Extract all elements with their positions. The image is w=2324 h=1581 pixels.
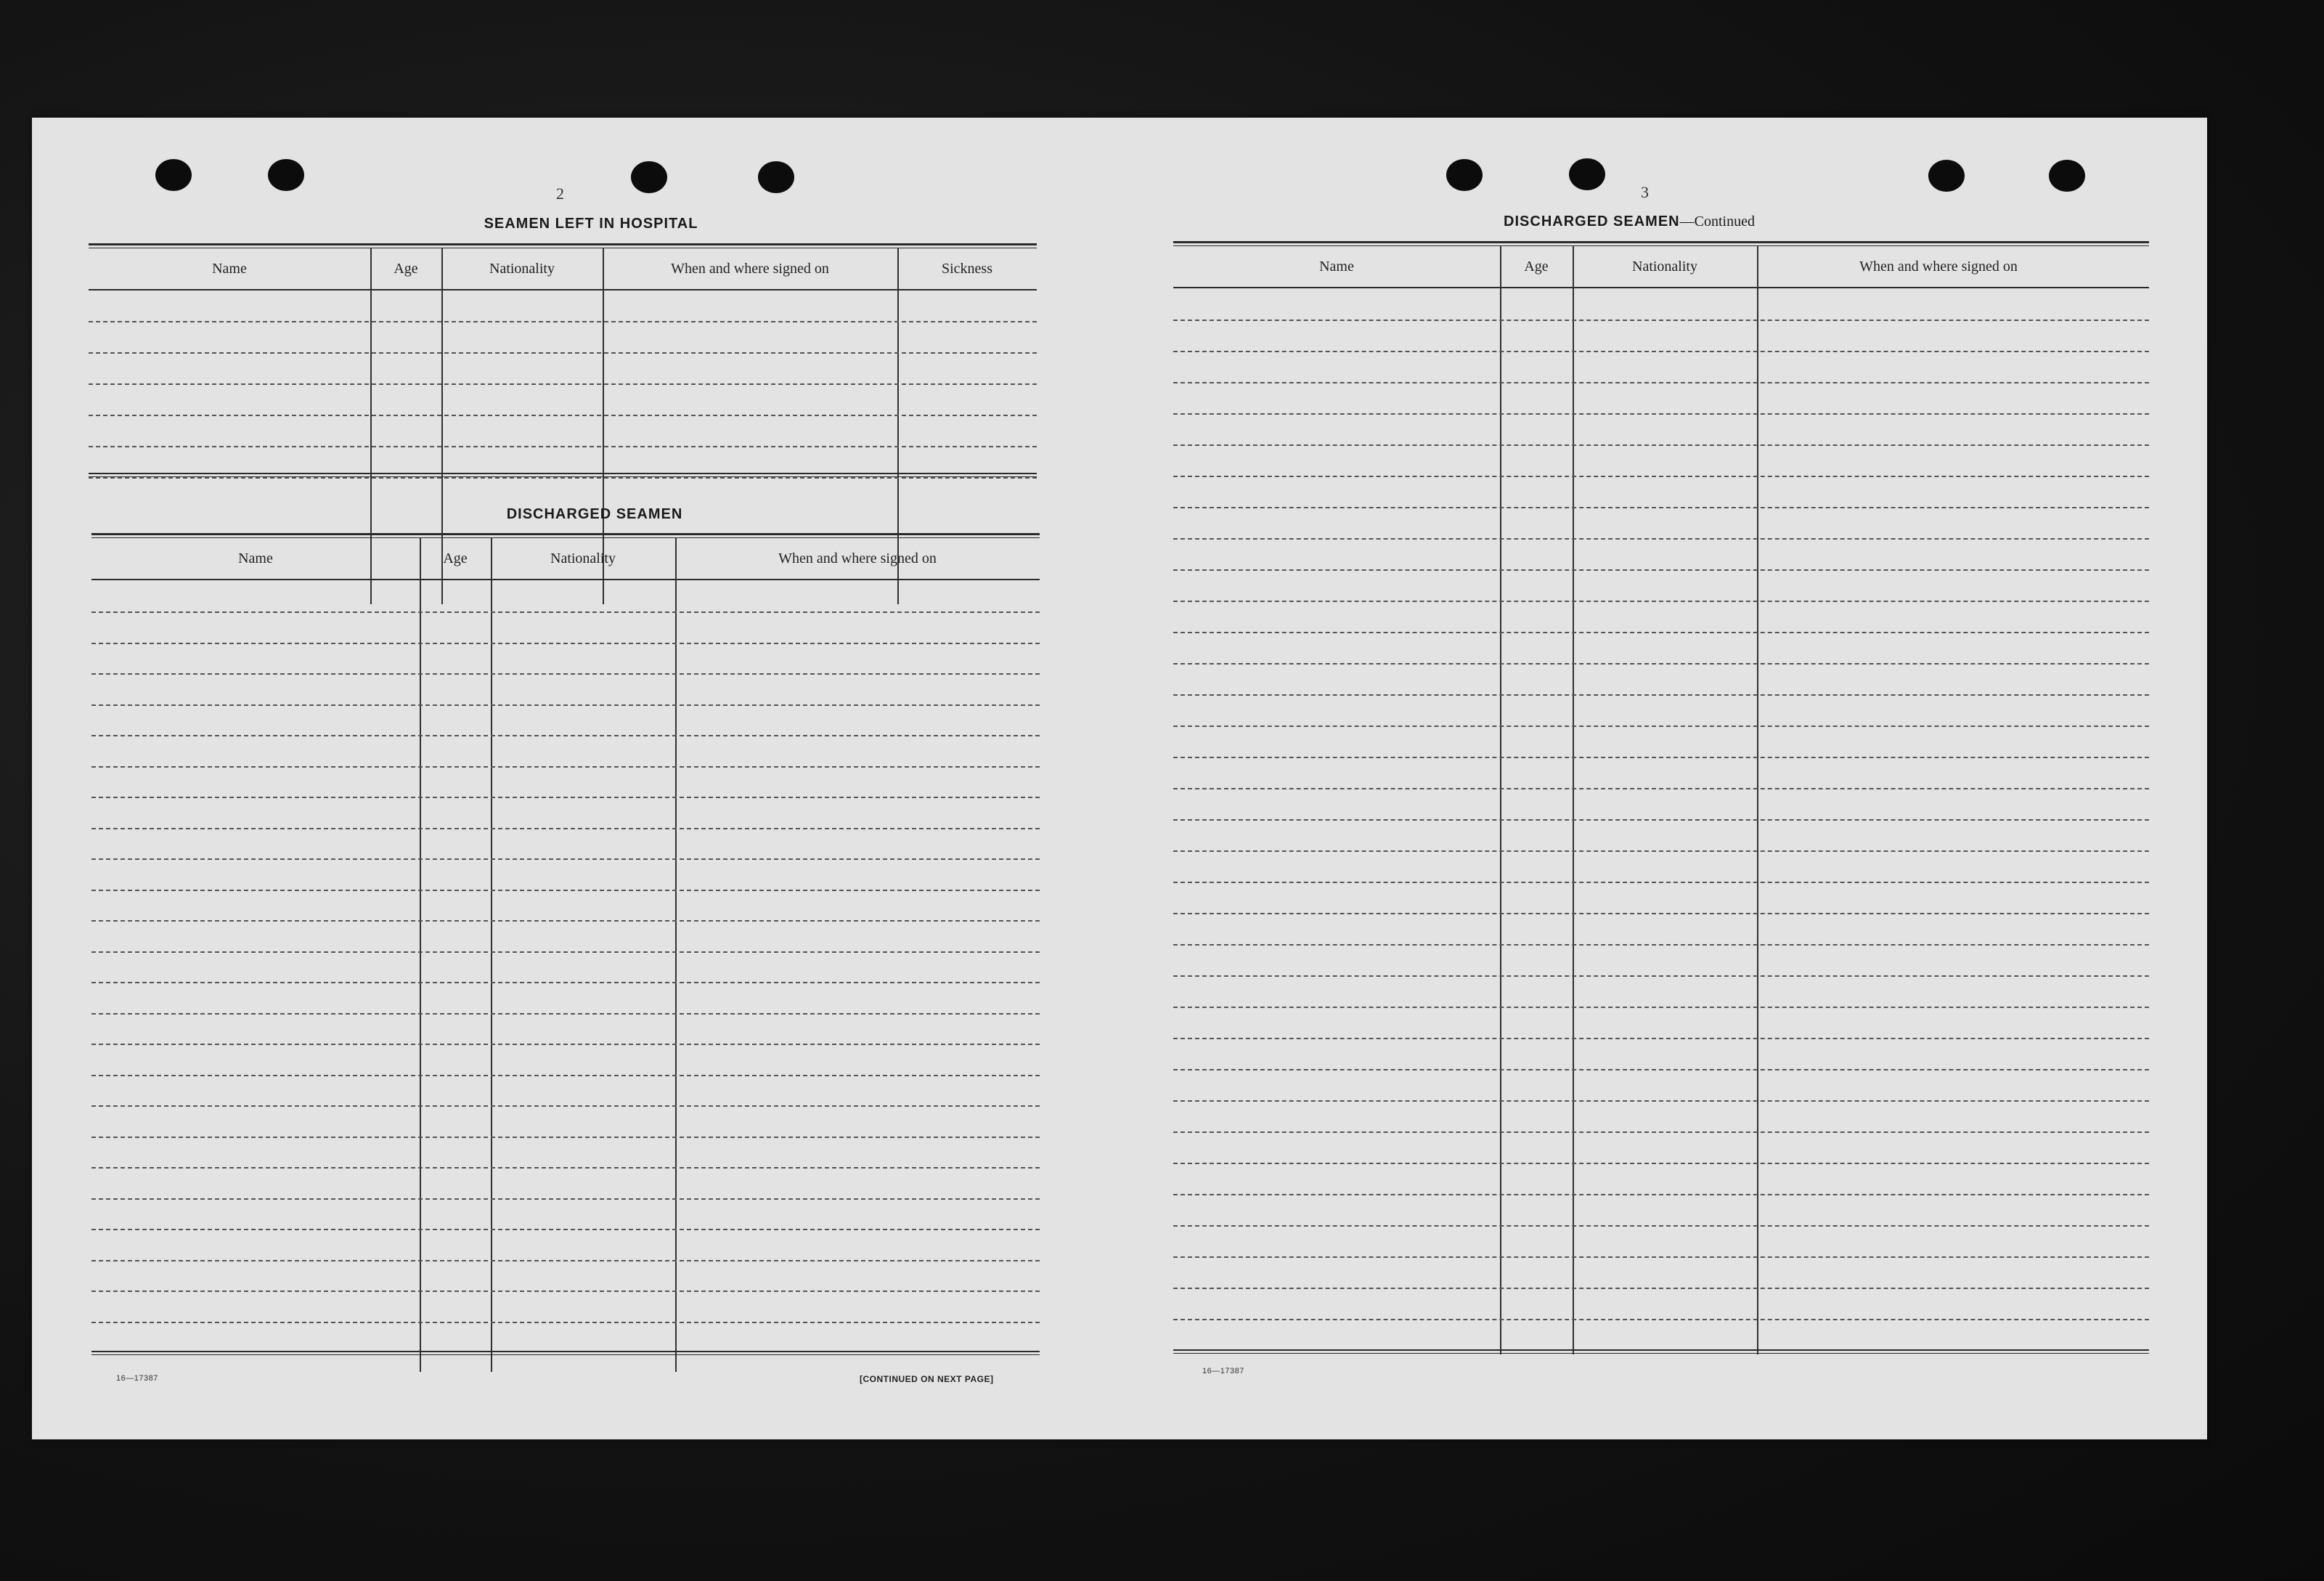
table-row	[1173, 663, 2149, 664]
table-row	[91, 1291, 1040, 1292]
table-row	[1173, 382, 2149, 383]
table-row	[91, 858, 1040, 860]
table-row	[91, 797, 1040, 798]
column-header-age: Age	[1524, 259, 1549, 275]
table-top-rule	[89, 243, 1037, 245]
table-top-rule	[1173, 241, 2149, 243]
table-header	[1173, 246, 2149, 288]
table-row	[1173, 726, 2149, 727]
table-bottom-rule	[1173, 1349, 2149, 1351]
table-row	[1173, 1069, 2149, 1070]
table-row	[91, 735, 1040, 736]
table-row	[89, 321, 1037, 322]
table-top-rule	[91, 533, 1040, 535]
table-row	[91, 920, 1040, 922]
table-bottom-rule	[89, 476, 1037, 477]
column-divider	[420, 538, 421, 1372]
continued-suffix: —Continued	[1679, 214, 1755, 229]
column-divider	[675, 538, 677, 1372]
table-row	[91, 1013, 1040, 1015]
column-header-signed-on: When and where signed on	[1859, 259, 2018, 275]
column-header-signed-on: When and where signed on	[671, 261, 829, 277]
column-header-sickness: Sickness	[942, 261, 992, 277]
table-row	[1173, 1194, 2149, 1195]
column-header-age: Age	[443, 550, 468, 566]
table-row	[91, 1105, 1040, 1107]
table-row	[1173, 1007, 2149, 1008]
table-row	[1173, 632, 2149, 633]
table-row	[1173, 1038, 2149, 1039]
table-row	[91, 1322, 1040, 1323]
table-row	[91, 1167, 1040, 1169]
column-header-nationality: Nationality	[1632, 259, 1697, 275]
table-row	[1173, 1163, 2149, 1164]
table-row	[89, 415, 1037, 416]
discharged-continued-title	[1411, 214, 1847, 230]
table-row	[1173, 1100, 2149, 1102]
table-header	[89, 248, 1037, 290]
table-row	[1173, 1225, 2149, 1227]
column-header-name: Name	[1319, 259, 1354, 275]
column-header-name: Name	[212, 261, 247, 277]
table-row	[1173, 538, 2149, 540]
table-bottom-rule	[89, 473, 1037, 474]
table-row	[89, 383, 1037, 385]
table-row	[1173, 351, 2149, 352]
form-code-right: 16—17387	[1202, 1367, 1244, 1375]
table-row	[1173, 476, 2149, 477]
punch-hole	[631, 161, 667, 193]
table-bottom-rule	[1173, 1353, 2149, 1354]
form-code-left: 16—17387	[116, 1374, 158, 1383]
table-row	[1173, 413, 2149, 415]
discharged-title-text: DISCHARGED SEAMEN	[1504, 214, 1680, 229]
table-row	[91, 1229, 1040, 1230]
column-divider	[491, 538, 492, 1372]
table-row	[1173, 601, 2149, 602]
punch-hole	[1928, 160, 1965, 192]
table-row	[1173, 444, 2149, 446]
form-sheet	[32, 118, 2207, 1439]
table-row	[91, 643, 1040, 644]
punch-hole	[758, 161, 794, 193]
table-row	[89, 446, 1037, 447]
table-row	[91, 611, 1040, 613]
table-bottom-rule	[91, 1354, 1040, 1355]
column-divider	[1573, 246, 1574, 1354]
column-divider	[1757, 246, 1758, 1354]
table-row	[91, 673, 1040, 675]
table-header	[91, 538, 1040, 580]
table-row	[91, 766, 1040, 768]
table-row	[1173, 975, 2149, 977]
column-header-signed-on: When and where signed on	[778, 550, 937, 566]
table-bottom-rule	[91, 1351, 1040, 1352]
table-row	[91, 890, 1040, 891]
page-number-left: 2	[556, 184, 564, 203]
table-row	[91, 1137, 1040, 1138]
table-row	[89, 477, 1037, 479]
table-row	[91, 704, 1040, 706]
continued-note: [CONTINUED ON NEXT PAGE]	[860, 1374, 994, 1384]
table-row	[91, 1198, 1040, 1200]
hospital-table-title: SEAMEN LEFT IN HOSPITAL	[484, 216, 698, 232]
column-header-age: Age	[394, 261, 418, 277]
discharged-table-right	[1173, 241, 2149, 1360]
table-row	[1173, 757, 2149, 758]
column-divider	[1500, 246, 1501, 1354]
table-row	[1173, 569, 2149, 571]
table-row	[1173, 788, 2149, 789]
table-row	[1173, 1288, 2149, 1289]
discharged-table-title: DISCHARGED SEAMEN	[506, 506, 683, 522]
table-row	[1173, 320, 2149, 321]
punch-hole	[1569, 158, 1605, 190]
punch-hole	[155, 159, 192, 191]
column-header-nationality: Nationality	[550, 550, 616, 566]
punch-hole	[2049, 160, 2085, 192]
table-row	[91, 828, 1040, 829]
table-row	[1173, 913, 2149, 914]
punch-hole	[268, 159, 304, 191]
table-row	[1173, 850, 2149, 852]
table-row	[1173, 694, 2149, 696]
table-row	[91, 1075, 1040, 1076]
table-row	[1173, 944, 2149, 946]
column-header-name: Name	[238, 550, 273, 566]
table-row	[91, 1044, 1040, 1045]
table-row	[91, 951, 1040, 953]
table-row	[91, 982, 1040, 983]
page-number-right: 3	[1641, 183, 1649, 201]
table-row	[1173, 819, 2149, 821]
table-row	[91, 1260, 1040, 1261]
table-row	[1173, 1319, 2149, 1320]
column-header-nationality: Nationality	[489, 261, 555, 277]
punch-hole	[1446, 159, 1483, 191]
discharged-table-left	[91, 533, 1040, 1368]
table-row	[1173, 1256, 2149, 1258]
table-row	[1173, 507, 2149, 508]
table-row	[1173, 882, 2149, 883]
table-row	[1173, 1131, 2149, 1133]
table-row	[89, 352, 1037, 354]
